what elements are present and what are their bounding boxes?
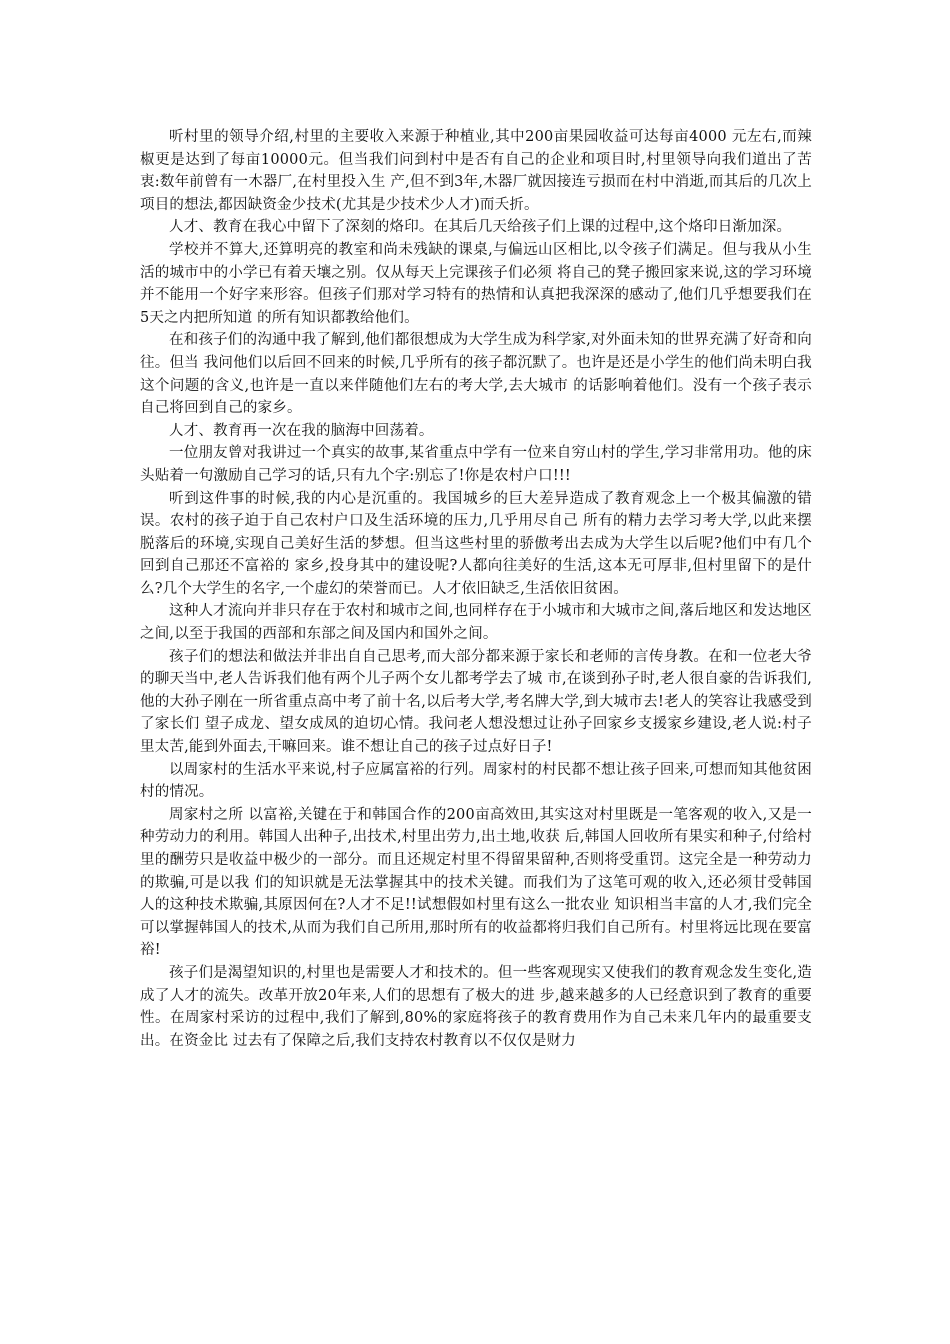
paragraph: 人才、教育在我心中留下了深刻的烙印。在其后几天给孩子们上课的过程中,这个烙印日渐加深。: [169, 219, 792, 236]
paragraph: 周家村之所 以富裕,关键在于和韩国合作的200亩高效田,其实这对村里既是一笔客观的收入,又是一种劳动力的利用。韩国人出种子,出技术,村里出劳力,出土地,收获 后,韩国人回收所有果实和种子,付给村里的酬劳只是收益中极少的一部分。而且还规定村里不得留果留种,否则将受重罚。这完全是一种劳动力的欺骗,可是以我 们的知识就是无法掌握其中的技术关键。而我们为了这笔可观的收入,还必须甘受韩国人的这种技术欺骗,其原因何在?人才不足!!试想假如村里有这么一批农业 知识相当丰富的人才,我们完全可以掌握韩国人的技术,从而为我们自己所用,那时所有的收益都将归我们自己所有。村里将远比现在要富裕!: [140, 806, 812, 959]
paragraph: 听到这件事的时候,我的内心是沉重的。我国城乡的巨大差异造成了教育观念上一个极其偏激的错误。农村的孩子迫于自己农村户口及生活环境的压力,几乎用尽自己 所有的精力去学习考大学,以此来摆脱落后的环境,实现自己美好生活的梦想。但当这些村里的骄傲考出去成为大学生以后呢?他们中有几个回到自己那还不富裕的 家乡,投身其中的建设呢?人都向往美好的生活,这本无可厚非,但村里留下的是什么?几个大学生的名字,一个虚幻的荣誉而已。人才依旧缺乏,生活依旧贫困。: [140, 490, 812, 597]
paragraph: 孩子们的想法和做法并非出自自己思考,而大部分都来源于家长和老师的言传身教。在和一位老大爷的聊天当中,老人告诉我们他有两个儿子两个女儿都考学去了城 市,在谈到孙子时,老人很自豪的告诉我们,他的大孙子刚在一所省重点高中考了前十名,以后考大学,考名牌大学,到大城市去!老人的笑容让我感受到了家长们 望子成龙、望女成凤的迫切心情。我问老人想没想过让孙子回家乡支援家乡建设,老人说:村子里太苦,能到外面去,干嘛回来。谁不想让自己的孩子过点好日子!: [140, 648, 812, 756]
paragraph: 学校并不算大,还算明亮的教室和尚未残缺的课桌,与偏远山区相比,以令孩子们满足。但与我从小生活的城市中的小学已有着天壤之别。仅从每天上完课孩子们必须 将自己的凳子搬回家来说,这的学习环境并不能用一个好字来形容。但孩子们那对学习特有的热情和认真把我深深的感动了,他们几乎想要我们在5天之内把所知道 的所有知识都教给他们。: [140, 241, 812, 326]
paragraph: 在和孩子们的沟通中我了解到,他们都很想成为大学生成为科学家,对外面未知的世界充满了好奇和向往。但当 我问他们以后回不回来的时候,几乎所有的孩子都沉默了。也许是还是小学生的他们尚未明白我这个问题的含义,也许是一直以来伴随他们左右的考大学,去大城市 的话影响着他们。没有一个孩子表示自己将回到自己的家乡。: [140, 332, 812, 417]
paragraph: 以周家村的生活水平来说,村子应属富裕的行列。周家村的村民都不想让孩子回来,可想而知其他贫困村的情况。: [140, 761, 812, 801]
paragraph: 孩子们是渴望知识的,村里也是需要人才和技术的。但一些客观现实又使我们的教育观念发生变化,造成了人才的流失。改革开放20年来,人们的思想有了极大的进 步,越来越多的人已经意识到了教育的重要性。在周家村采访的过程中,我们了解到,80%的家庭将孩子的教育费用作为自己未来几年内的最重要支出。在资金比 过去有了保障之后,我们支持农村教育以不仅仅是财力: [140, 964, 812, 1049]
document-body: [140, 126, 812, 1052]
paragraph: 听村里的领导介绍,村里的主要收入来源于种植业,其中200亩果园收益可达每亩4000 元左右,而辣椒更是达到了每亩10000元。但当我们问到村中是否有自己的企业和项目时,村里领导向我们道出了苦衷:数年前曾有一木器厂,在村里投入生 产,但不到3年,木器厂就因接连亏损而在村中消逝,而其后的几次上项目的想法,都因缺资金少技术(尤其是少技术少人才)而夭折。: [140, 129, 812, 213]
paragraph: 一位朋友曾对我讲过一个真实的故事,某省重点中学有一位来自穷山村的学生,学习非常用功。他的床头贴着一句激励自己学习的话,只有九个字:别忘了!你是农村户口!!!: [140, 445, 812, 484]
paragraph: 这种人才流向并非只存在于农村和城市之间,也同样存在于小城市和大城市之间,落后地区和发达地区之间,以至于我国的西部和东部之间及国内和国外之间。: [140, 603, 812, 643]
paragraph: 人才、教育再一次在我的脑海中回荡着。: [169, 422, 434, 439]
